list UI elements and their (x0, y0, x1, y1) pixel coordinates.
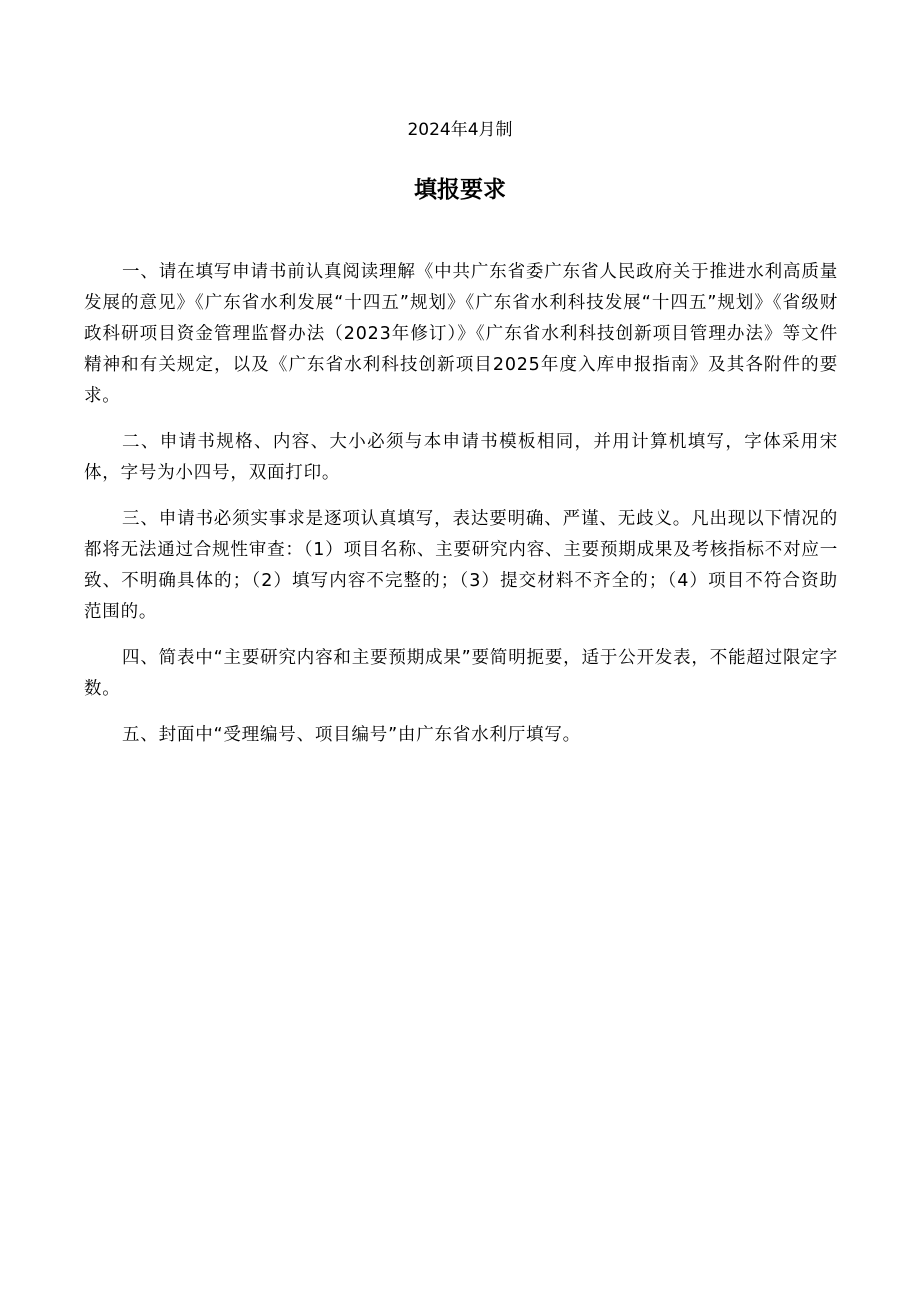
requirement-paragraph-2: 二、申请书规格、内容、大小必须与本申请书模板相同，并用计算机填写，字体采用宋体，字号为小四号，双面打印。 (84, 432, 838, 483)
requirements-body (84, 257, 838, 766)
requirement-paragraph-3: 三、申请书必须实事求是逐项认真填写，表达要明确、严谨、无歧义。凡出现以下情况的都将无法通过合规性审查：（1）项目名称、主要研究内容、主要预期成果及考核指标不对应一致、不明确具体的；（2）填写内容不完整的；（3）提交材料不齐全的；（4）项目不符合资助范围的。 (84, 509, 838, 622)
section-title: 填报要求 (414, 177, 506, 203)
requirement-paragraph-4: 四、简表中“主要研究内容和主要预期成果”要简明扼要，适于公开发表，不能超过限定字数。 (84, 648, 838, 699)
requirement-paragraph-5: 五、封面中“受理编号、项目编号”由广东省水利厅填写。 (122, 725, 581, 745)
document-date: 2024年4月制 (407, 120, 513, 140)
requirement-paragraph-1: 一、请在填写申请书前认真阅读理解《中共广东省委广东省人民政府关于推进水利高质量发展的意见》《广东省水利发展“十四五”规划》《广东省水利科技发展“十四五”规划》《省级财政科研项目资金管理监督办法（2023年修订）》《广东省水利科技创新项目管理办法》等文件精神和有关规定，以及《广东省水利科技创新项目2025年度入库申报指南》及其各附件的要求。 (84, 262, 838, 406)
